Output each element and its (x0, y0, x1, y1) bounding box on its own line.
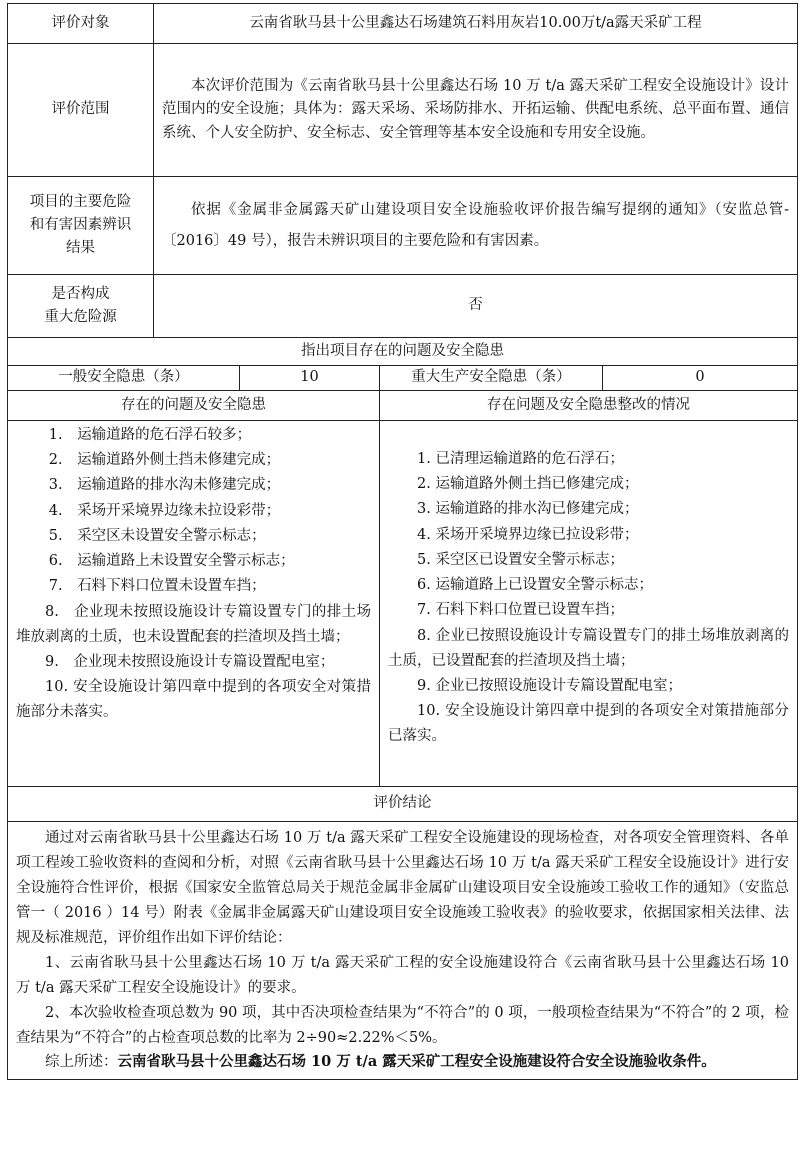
fixes-header: 存在问题及安全隐患整改的情况 (380, 391, 798, 421)
major-hazard-count: 0 (603, 366, 798, 391)
problems-header: 存在的问题及安全隐患 (8, 391, 380, 421)
hazards-value: 依据《金属非金属露天矿山建设项目安全设施验收评价报告编写提纲的通知》（安监总管-〔2016〕49 号），报告未辨识项目的主要危险和有害因素。 (154, 177, 798, 275)
scope-row (8, 44, 798, 177)
issues-header: 指出项目存在的问题及安全隐患 (8, 338, 798, 366)
fix-item: 4. 采场开采境界边缘已拉设彩带； (417, 526, 639, 543)
major-hazard-value: 否 (154, 275, 798, 338)
subject-value: 云南省耿马县十公里鑫达石场建筑石料用灰岩10.00万t/a露天采矿工程 (154, 4, 798, 44)
counts-row (8, 366, 798, 391)
fix-item: 7. 石料下料口位置已设置车挡； (417, 602, 624, 619)
hazards-label-line: 项目的主要危险 (29, 193, 132, 210)
fix-item: 10. 安全设施设计第四章中提到的各项安全对策措施部分已落实。 (388, 703, 789, 745)
conclusion-body (8, 822, 798, 1080)
major-hazard-label-line: 重大危险源 (44, 309, 117, 325)
major-hazard-count-label: 重大生产安全隐患（条） (380, 366, 603, 391)
subject-row (8, 4, 798, 44)
problem-item: 5. 采空区未设置安全警示标志； (48, 527, 266, 544)
fix-item: 9. 企业已按照设施设计专篇设置配电室； (417, 677, 682, 694)
conclusion-paragraph: 1、云南省耿马县十公里鑫达石场 10 万 t/a 露天采矿工程的安全设施建设符合《云南省耿马县十公里鑫达石场 10 万 t/a 露天采矿工程安全设施设计》的要求。 (16, 954, 789, 996)
conclusion-body-row (8, 822, 798, 1080)
conclusion-header: 评价结论 (8, 787, 798, 822)
problem-item: 4. 采场开采境界边缘未拉设彩带； (48, 502, 281, 519)
problem-item: 3. 运输道路的排水沟未修建完成； (48, 477, 281, 494)
problem-item: 9. 企业现未按照设施设计专篇设置配电室； (45, 653, 335, 670)
conclusion-header-row (8, 787, 798, 822)
fixes-list (380, 421, 798, 787)
fix-item: 2. 运输道路外侧土挡已修建完成； (417, 476, 639, 493)
problems-list (8, 421, 380, 787)
issues-detail-row (8, 421, 798, 787)
scope-value: 本次评价范围为《云南省耿马县十公里鑫达石场 10 万 t/a 露天采矿工程安全设施设计》设计范围内的安全设施；具体为：露天采场、采场防排水、开拓运输、供配电系统、总平面布置、通信系统、个人安全防护、安全标志、安全管理等基本安全设施和专用安全设施。 (154, 44, 798, 177)
fix-item: 1. 已清理运输道路的危石浮石； (417, 451, 624, 467)
fix-item: 3. 运输道路的排水沟已修建完成； (417, 501, 639, 518)
problem-item: 8. 企业现未按照设施设计专篇设置专门的排土场堆放剥离的土质，也未设置配套的拦渣坝及挡土墙； (16, 603, 371, 645)
scope-label: 评价范围 (8, 44, 154, 177)
major-hazard-label-line: 是否构成 (51, 285, 110, 302)
problem-item: 10. 安全设施设计第四章中提到的各项安全对策措施部分未落实。 (16, 679, 371, 721)
problem-item: 6. 运输道路上未设置安全警示标志； (48, 553, 295, 570)
hazards-label-line: 结果 (66, 240, 95, 257)
major-hazard-label (8, 275, 154, 338)
evaluation-summary-table (7, 3, 798, 1080)
problem-item: 1. 运输道路的危石浮石较多； (48, 427, 252, 443)
conclusion-paragraph: 2、本次验收检查项总数为 90 项，其中否决项检查结果为“不符合”的 0 项，一般项检查结果为“不符合”的 2 项，检查结果为“不符合”的占检查项总数的比率为 2÷90≈2.22%＜5%。 (16, 1004, 789, 1046)
hazards-label (8, 177, 154, 275)
fix-item: 5. 采空区已设置安全警示标志； (417, 551, 624, 568)
conclusion-summary-prefix: 综上所述： (45, 1054, 118, 1071)
fix-item: 6. 运输道路上已设置安全警示标志； (417, 577, 653, 594)
problem-item: 7. 石料下料口位置未设置车挡； (48, 578, 266, 595)
conclusion-summary-bold: 云南省耿马县十公里鑫达石场 10 万 t/a 露天采矿工程安全设施建设符合安全设施验收条件。 (117, 1053, 716, 1071)
hazards-row (8, 177, 798, 275)
hazards-label-line: 和有害因素辨识 (29, 216, 132, 233)
general-hazard-count: 10 (240, 366, 380, 391)
general-hazard-label: 一般安全隐患（条） (8, 366, 240, 391)
issues-header-row (8, 338, 798, 366)
conclusion-paragraph: 通过对云南省耿马县十公里鑫达石场 10 万 t/a 露天采矿工程安全设施建设的现场检查，对各项安全管理资料、各单项工程竣工验收资料的查阅和分析，对照《云南省耿马县十公里鑫达石场 10 万 t/a 露天采矿工程安全设施设计》进行安全设施符合性评价，根据《国家安全监管总局关于规范金属非金属矿山建设项目安全设施竣工验收工作的通知》（安监总管一（ 2016 ）14 号）附表《金属非金属露天矿山建设项目安全设施竣工验收表》的验收要求，依据国家相关法律、法规及标准规范，评价组作出如下评价结论： (16, 830, 789, 946)
conclusion-summary (16, 1050, 789, 1075)
fix-item: 8. 企业已按照设施设计专篇设置专门的排土场堆放剥离的土质，已设置配套的拦渣坝及挡土墙； (388, 627, 789, 669)
subject-label: 评价对象 (8, 4, 154, 44)
major-hazard-row (8, 275, 798, 338)
columns-header-row (8, 391, 798, 421)
problem-item: 2. 运输道路外侧土挡未修建完成； (48, 452, 281, 469)
